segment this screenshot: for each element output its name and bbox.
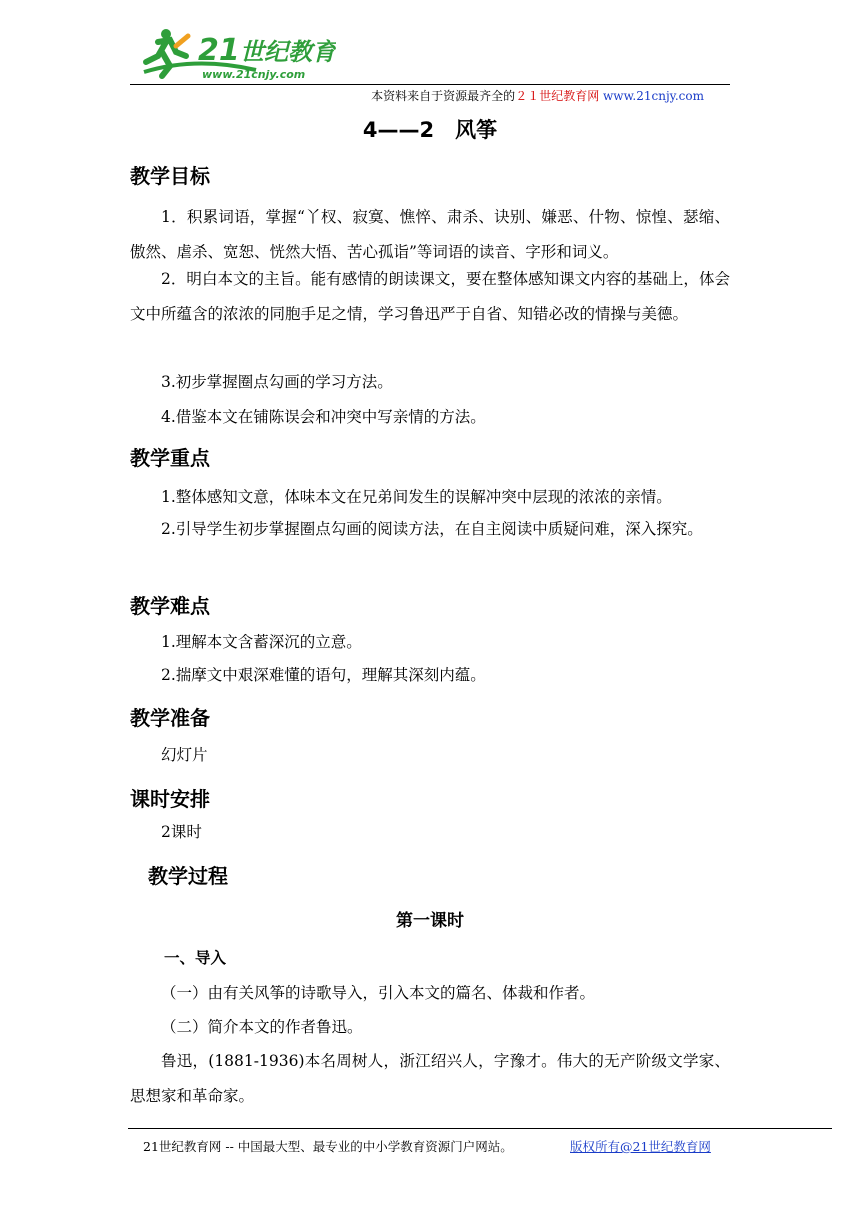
difficulty-2: 2.揣摩文中艰深难懂的语句，理解其深刻内蕴。 [161, 666, 486, 684]
logo-name: 世纪教育 [240, 38, 336, 66]
goals-item-4: 4.借鉴本文在铺陈误会和冲突中写亲情的方法。 [161, 408, 486, 426]
logo-url: www.21cnjy.com [202, 68, 306, 81]
preparation-text: 幻灯片 [161, 746, 208, 764]
header-source-note [371, 87, 704, 104]
lesson-title: 第一课时 [396, 911, 464, 931]
header-rule [130, 84, 730, 85]
header-note-prefix: 本资料来自于资源最齐全的 [371, 89, 516, 103]
logo-number: 21 [198, 33, 240, 68]
key-point-2: 2.引导学生初步掌握圈点勾画的阅读方法，在自主阅读中质疑问难，深入探究。 [161, 520, 703, 538]
page-header [130, 20, 730, 103]
footer-site-note: 21世纪教育网 -- 中国最大型、最专业的中小学教育资源门户网站。 [143, 1139, 513, 1154]
goals-item-1: 1．积累词语，掌握“丫杈、寂寞、憔悴、肃杀、诀别、嫌恶、什物、惊惶、瑟缩、傲然、虐杀、宽恕、恍然大悟、苦心孤诣”等词语的读音、字形和词义。 [130, 208, 730, 261]
part-heading: 一、导入 [164, 949, 227, 967]
footer-copyright-link[interactable]: 版权所有@21世纪教育网 [570, 1139, 711, 1154]
goals-item-2: 2．明白本文的主旨。能有感情的朗读课文，要在整体感知课文内容的基础上，体会文中所蕴含的浓浓的同胞手足之情，学习鲁迅严于自省、知错必改的情操与美德。 [130, 270, 730, 323]
process-item-3: 鲁迅，(1881-1936)本名周树人，浙江绍兴人，字豫才。伟大的无产阶级文学家、思想家和革命家。 [130, 1052, 730, 1105]
goals-heading: 教学目标 [130, 164, 210, 188]
process-item-2: （二）简介本文的作者鲁迅。 [161, 1018, 363, 1036]
preparation-heading: 教学准备 [130, 706, 210, 730]
schedule-text: 2课时 [161, 823, 202, 841]
header-note-url[interactable]: www.21cnjy.com [603, 89, 704, 103]
difficulties-heading: 教学难点 [130, 594, 210, 618]
footer-rule [128, 1128, 832, 1129]
process-item-1: （一）由有关风筝的诗歌导入，引入本文的篇名、体裁和作者。 [161, 984, 596, 1002]
page-title: 4——2 风筝 [362, 118, 498, 142]
process-heading: 教学过程 [148, 864, 228, 888]
header-note-site[interactable]: ２１世纪教育网 [515, 89, 600, 103]
goals-item-3: 3.初步掌握圈点勾画的学习方法。 [161, 373, 393, 391]
schedule-heading: 课时安排 [130, 787, 210, 811]
key-point-1: 1.整体感知文意，体味本文在兄弟间发生的误解冲突中层现的浓浓的亲情。 [161, 488, 672, 506]
difficulty-1: 1.理解本文含蓄深沉的立意。 [161, 633, 362, 651]
site-logo[interactable] [136, 26, 336, 82]
key-points-heading: 教学重点 [130, 446, 210, 470]
